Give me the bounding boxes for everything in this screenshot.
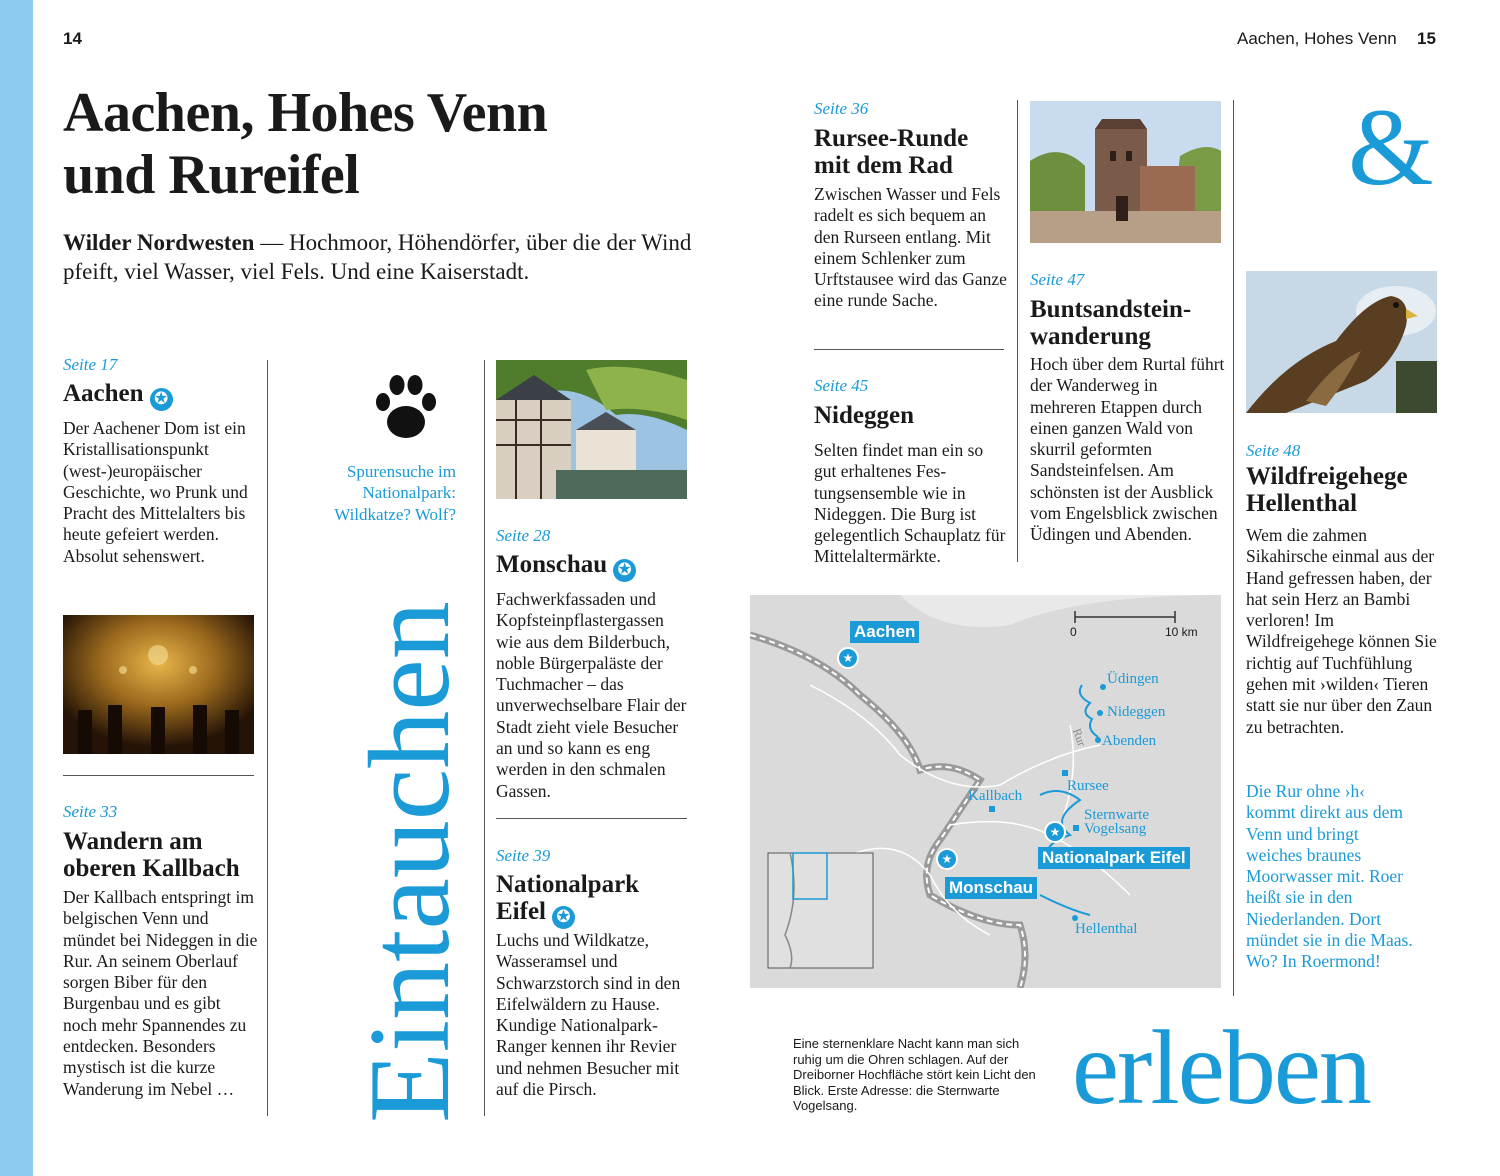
heading-kallbach: Wandern am oberen Kallbach: [63, 828, 240, 882]
heading-rursee: Rursee-Runde mit dem Rad: [814, 125, 969, 179]
body-aachen: Der Aachener Dom ist ein Kristallisationspunkt (west-)europäischer Geschichte, wo Prunk und Pracht des Mittelalters bis heute gefeiert werden. Absolut sehenswert.: [63, 418, 248, 566]
photo-aachen-dom: [63, 615, 254, 754]
spurensuche-note: Spurensuche im Nationalpark: Wildkatze? Wolf?: [334, 462, 456, 524]
seite-aachen: Seite 17: [63, 355, 118, 374]
seite-nideggen: Seite 45: [814, 376, 869, 395]
scale-zero: 0: [1070, 625, 1077, 639]
body-kallbach: Der Kallbach entspringt im belgischen Venn und mündet bei Nideggen in die Rur. An seinem Oberlauf sorgen Biber für den Burgenbau und es gibt noch mehr Spannendes zu entdecken. Besonders mystisch ist die kurze Wanderung im Nebel …: [63, 887, 258, 1099]
svg-text:★: ★: [1049, 825, 1061, 839]
map-label-abenden: Abenden: [1102, 733, 1157, 749]
star-icon: ✪: [552, 906, 575, 929]
body-buntsandstein: Hoch über dem Rurtal führt der Wanderweg in mehreren Etappen durch einen ganzen Wald von skurril geformten Sandsteinfelsen. Am schönsten ist der Ausblick vom Engelsblick zwischen Üdingen und Abenden.: [1030, 354, 1225, 545]
divider: [496, 818, 687, 819]
heading-aachen: [63, 380, 173, 411]
map-label-rursee: Rursee: [1067, 778, 1109, 794]
map-label-kallbach: Kallbach: [968, 788, 1023, 804]
heading-nationalpark: [496, 871, 686, 929]
column-rule: [1233, 100, 1234, 996]
heading-nationalpark-text: Nationalpark Eifel: [496, 871, 640, 925]
body-monschau: Fachwerkfassaden und Kopfsteinpflastergassen wie aus dem Bilderbuch, noble Bürgerpaläste der Tuchmacher – das unverwechselbare Flair der Stadt zieht viele Besucher an und so kann es eng werden in den schmalen Gassen.: [496, 589, 687, 801]
heading-aachen-text: Aachen: [63, 380, 144, 407]
column-rule: [267, 360, 268, 1116]
page-number-left: 14: [63, 29, 82, 48]
river-label: Rur: [1069, 726, 1090, 749]
lead-rest: — Hochmoor, Höhendörfer, über die der Wind pfeift, viel Wasser, viel Fels. Und eine Kaiserstadt.: [63, 230, 692, 284]
photo-burg-nideggen: [1030, 101, 1221, 243]
paw-icon: [370, 372, 442, 442]
seite-kallbach: Seite 33: [63, 802, 118, 821]
heading-monschau-text: Monschau: [496, 551, 608, 578]
region-map: [750, 595, 1221, 988]
column-rule: [484, 360, 485, 1116]
star-icon: ✪: [613, 559, 636, 582]
body-nideggen: Selten findet man ein so gut erhaltenes Festungsensemble wie in Nideggen. Die Burg ist gelegentlich Schauplatz für Mittelaltermärkte.: [814, 440, 1006, 567]
photo-eagle: [1246, 271, 1437, 413]
photo-monschau: [496, 360, 687, 499]
seite-wildgehege: Seite 48: [1246, 441, 1301, 460]
column-rule: [1017, 100, 1018, 562]
map-label-nideggen: Nideggen: [1107, 704, 1166, 720]
page-number-right: 15: [1417, 29, 1436, 48]
svg-text:★: ★: [941, 852, 953, 866]
map-label-aachen: Aachen: [850, 621, 919, 643]
seite-buntsandstein: Seite 47: [1030, 270, 1085, 289]
body-nationalpark: Luchs und Wildkatze, Wasseramsel und Schwarzstorch sind in den Eifelwäldern zu Hause. Kundige Nationalpark-Ranger kennen ihr Revier und nehmen Besucher mit auf die Pirsch.: [496, 930, 681, 1100]
lead-paragraph: [63, 228, 703, 286]
heading-buntsandstein: Buntsandsteinwanderung: [1030, 296, 1192, 350]
body-wildgehege: Wem die zahmen Sikahirsche einmal aus der Hand gefressen haben, der hat sein Herz an Bambi verloren! Im Wildfreigehege können Sie richtig auf Tuchfühlung gehen mit ›wilden‹ Tieren statt sie nur über den Zaun zu betrachten.: [1246, 525, 1437, 737]
map-label-hellenthal: Hellenthal: [1075, 921, 1138, 937]
map-label-vogelsang: Vogelsang: [1084, 821, 1147, 837]
eintauchen-vertical: Eintauchen: [346, 601, 474, 1123]
heading-wildgehege: Wildfreigehege Hellenthal: [1246, 463, 1408, 517]
rur-note: Die Rur ohne ›h‹ kommt direkt aus dem Venn und bringt weiches braunes Moorwasser mit. Roer heißt sie in den Niederlanden. Dort mündet sie in die Maas. Wo? In Roermond!: [1246, 781, 1413, 972]
page-title-line-2: und Rureifel: [63, 144, 360, 206]
divider: [814, 349, 1004, 350]
heading-nideggen: Nideggen: [814, 402, 914, 429]
map-label-monschau: Monschau: [945, 877, 1037, 899]
heading-monschau: [496, 551, 636, 582]
ampersand: &: [1348, 86, 1434, 208]
seite-monschau: Seite 28: [496, 526, 551, 545]
star-icon: ✪: [150, 388, 173, 411]
seite-nationalpark: Seite 39: [496, 846, 551, 865]
seite-rursee: Seite 36: [814, 99, 869, 118]
map-label-sternwarte: Sternwarte: [1084, 807, 1149, 823]
svg-text:★: ★: [842, 651, 854, 665]
body-rursee: Zwischen Wasser und Fels radelt es sich bequem an den Rurseen entlang. Mit einem Schlenker zum Urftstausee wird das Ganze eine runde Sache.: [814, 184, 1007, 311]
page-title-line-1: Aachen, Hohes Venn: [63, 82, 548, 144]
page-title: [63, 82, 703, 206]
erleben-word: erleben: [1072, 1009, 1370, 1126]
running-head: Aachen, Hohes Venn: [1237, 29, 1397, 48]
divider: [63, 775, 254, 776]
map-label-uedingen: Üdingen: [1107, 671, 1159, 687]
photo-caption: Eine sternenklare Nacht kann man sich ruhig um die Ohren schlagen. Auf der Dreiborner Hochfläche stört kein Licht den Blick. Erste Adresse: die Sternwarte Vogelsang.: [793, 1036, 1036, 1113]
scale-ten: 10 km: [1165, 625, 1198, 639]
lead-bold: Wilder Nordwesten: [63, 230, 255, 255]
sidebar-stripe: [0, 0, 33, 1176]
map-label-nationalpark: Nationalpark Eifel: [1038, 847, 1190, 869]
